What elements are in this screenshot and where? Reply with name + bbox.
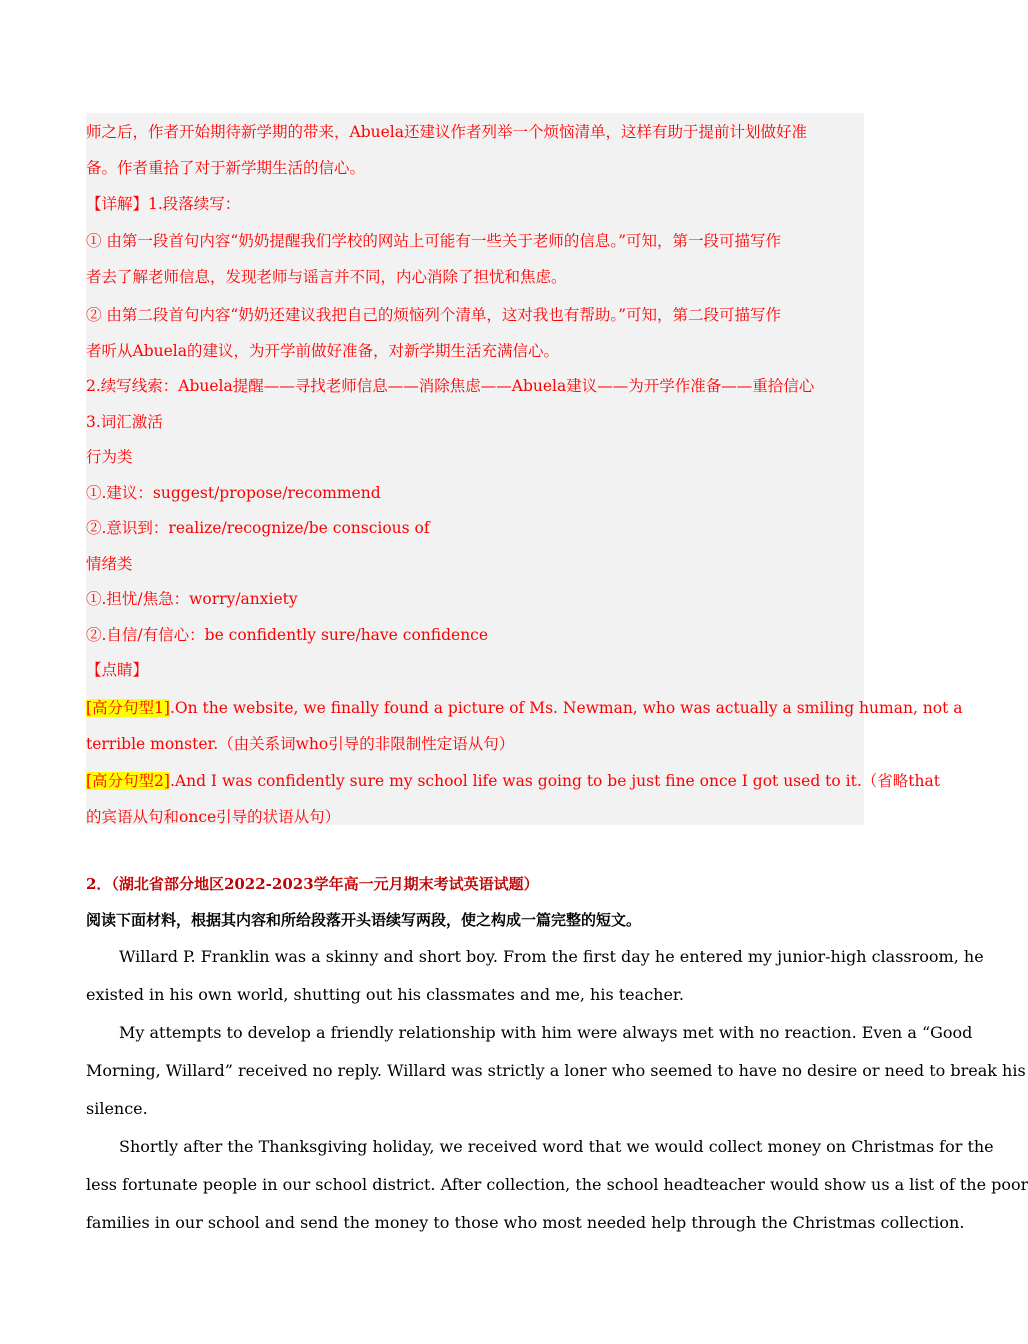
- emotion-item: ①.担忧/焦急：worry/anxiety: [86, 590, 298, 608]
- paragraph-two-guide: ② 由第二段首句内容“奶奶还建议我把自己的烦恼列个清单，这对我也有帮助。”可知，第二段可描写作: [86, 305, 782, 324]
- passage-paragraph: Morning, Willard” received no reply. Willard was strictly a loner who seemed to have no desire or need to break his: [86, 1061, 1026, 1080]
- paragraph-two-guide: 者听从Abuela的建议，为开学前做好准备，对新学期生活充满信心。: [86, 341, 559, 360]
- behavior-heading: 行为类: [86, 448, 133, 466]
- passage-paragraph: Shortly after the Thanksgiving holiday, we received word that we would collect money on Christmas for the: [119, 1137, 994, 1156]
- sentence-pattern-two: [86, 762, 940, 800]
- behavior-item: ②.意识到：realize/recognize/be conscious of: [86, 519, 430, 537]
- sentence-pattern-text: .On the website, we finally found a picture of Ms. Newman, who was actually a smiling human, not a: [169, 698, 963, 717]
- sentence-pattern-label: [高分句型1]: [86, 698, 170, 717]
- passage-paragraph: families in our school and send the money to those who most needed help through the Christmas collection.: [86, 1213, 965, 1232]
- passage-paragraph: existed in his own world, shutting out his classmates and me, his teacher.: [86, 985, 684, 1004]
- question-instruction: 阅读下面材料，根据其内容和所给段落开头语续写两段，使之构成一篇完整的短文。: [86, 911, 642, 929]
- summary-line: 备。作者重拾了对于新学期生活的信心。: [86, 159, 366, 177]
- passage-paragraph: silence.: [86, 1099, 148, 1118]
- detail-heading: 【详解】1.段落续写：: [86, 194, 241, 213]
- sentence-pattern-one-cont: terrible monster.（由关系词who引导的非限制性定语从句）: [86, 734, 515, 753]
- sentence-pattern-text: .And I was confidently sure my school life was going to be just fine once I got used to it.（省略that: [169, 772, 940, 790]
- writing-clue-line: 2.续写线索：Abuela提醒——寻找老师信息——消除焦虑——Abuela建议——为开学作准备——重拾信心: [86, 377, 815, 395]
- sentence-pattern-label: [高分句型2]: [86, 772, 170, 790]
- passage-paragraph: My attempts to develop a friendly relationship with him were always met with no reaction. Even a “Good: [119, 1023, 973, 1042]
- summary-line: 师之后，作者开始期待新学期的带来，Abuela还建议作者列举一个烦恼清单，这样有助于提前计划做好准: [86, 123, 807, 141]
- question-title: 2．（湖北省部分地区2022-2023学年高一元月期末考试英语试题）: [86, 875, 539, 893]
- answer-explanation-block: [86, 113, 963, 826]
- paragraph-one-guide: 者去了解老师信息，发现老师与谣言并不同，内心消除了担忧和焦虑。: [86, 268, 567, 286]
- question-block: [86, 866, 1028, 1242]
- emotion-item: ②.自信/有信心：be confidently sure/have confidence: [86, 625, 489, 644]
- passage-paragraph: less fortunate people in our school district. After collection, the school headteacher would show us a list of the poor: [86, 1175, 1028, 1194]
- sentence-pattern-one: [86, 689, 963, 727]
- emotion-heading: 情绪类: [86, 554, 133, 573]
- vocab-heading: 3.词汇激活: [86, 412, 163, 431]
- tip-heading: 【点睛】: [86, 661, 149, 679]
- sentence-pattern-two-cont: 的宾语从句和once引导的状语从句）: [86, 808, 341, 826]
- passage-paragraph: Willard P. Franklin was a skinny and short boy. From the first day he entered my junior-high classroom, he: [119, 947, 984, 966]
- behavior-item: ①.建议：suggest/propose/recommend: [86, 483, 381, 502]
- paragraph-one-guide: ① 由第一段首句内容“奶奶提醒我们学校的网站上可能有一些关于老师的信息。”可知，第一段可描写作: [86, 232, 782, 250]
